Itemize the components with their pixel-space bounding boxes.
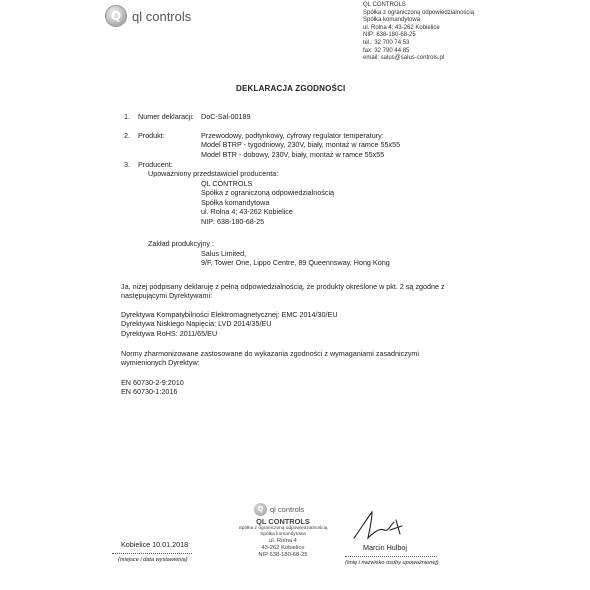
signer-name: Marcin Hulboj: [363, 543, 407, 552]
place-date: Kobielice 10.01.2018: [121, 540, 189, 549]
header-line: NIP: 638-180-68-25: [363, 32, 416, 39]
standard-line: EN 60730-2-9:2010: [121, 378, 184, 387]
item3-label: Producent:: [138, 160, 173, 169]
directive-line: Dyrektywa Kompatybilności Elektromagnetycznej: EMC 2014/30/EU: [121, 310, 338, 319]
header-line: email: salus@salus-controls.pl: [363, 55, 445, 62]
signer-caption: (imię i nazwisko osoby upoważnionej): [345, 560, 439, 566]
representative-line: NIP: 638-180-68-25: [201, 216, 265, 226]
stamp-line: Spółka komandytowa: [260, 532, 306, 537]
plant-label: Zakład produkcyjny :: [148, 239, 214, 248]
item2-label: Produkt:: [138, 131, 165, 140]
header-line: Spółka komandytowa: [363, 17, 421, 24]
stamp-brand: ql controls: [270, 505, 305, 514]
header-line: fax: 32 790 44 85: [363, 47, 410, 54]
plant-address: [201, 249, 390, 268]
representative-line: ul. Rolna 4; 43-262 Kobielice: [201, 207, 293, 217]
signature-graphic: [350, 508, 410, 542]
norms-paragraph: [121, 349, 419, 368]
place-date-line: [112, 553, 192, 554]
item2-number: 2.: [124, 131, 130, 140]
item1-number: 1.: [124, 112, 130, 121]
header-line: Spółka z ograniczoną odpowiedzialnością: [363, 9, 475, 16]
stamp-line: QL CONTROLS: [256, 517, 310, 526]
logo-brand-text: ql controls: [132, 9, 192, 24]
plant-line: 9/F, Tower One, Lippo Centre, 89 Queennsway, Hong Kong: [201, 258, 390, 268]
product-description: [201, 131, 400, 159]
product-line: Model BTR - dobowy, 230V, biały, montaż w ramce 55x55: [201, 149, 385, 159]
stamp-line: 43-262 Kobielice: [261, 545, 305, 551]
stamp-line: NIP 638-180-68-25: [258, 552, 308, 558]
standard-line: EN 60730-1:2016: [121, 387, 178, 397]
header-line: ul. Rolna 4; 43-262 Kobielice: [363, 24, 440, 31]
header-company-info: [363, 2, 474, 63]
directive-line: Dyrektywa Niskiego Napięcia: LVD 2014/35/EU: [121, 319, 272, 329]
norms-line: Normy zharmonizowane zastosowane do wykazania zgodności z wymaganiami zasadniczymi: [121, 349, 420, 358]
declaration-line: następującymi Dyrektywami:: [121, 291, 213, 301]
logo-mark: Q: [110, 9, 122, 23]
representative-line: QL CONTROLS: [201, 179, 253, 188]
stamp-logo-icon: Q: [254, 503, 267, 516]
representative-label: Upoważniony przedstawiciel producenta:: [148, 169, 279, 178]
company-logo-icon: [105, 5, 127, 27]
signature-line: [345, 556, 437, 557]
stamp-line: ul. Rolna 4: [269, 538, 297, 544]
declaration-paragraph: [121, 282, 445, 301]
directive-line: Dyrektywa RoHS: 2011/65/EU: [121, 328, 218, 338]
representative-line: Spółka z ograniczoną odpowiedzialnością: [201, 188, 335, 198]
norms-line: wymienionych Dyrektyw:: [121, 358, 200, 368]
stamp-line: Spółka z ograniczoną odpowiedzialnością: [238, 526, 328, 531]
representative-address: [201, 179, 334, 226]
place-date-caption: (miejsce i data wystawienia): [118, 557, 188, 563]
product-line: Model BTRP - tygodniowy, 230V, biały, montaż w ramce 55x55: [201, 140, 401, 150]
representative-line: Spółka komandytowa: [201, 197, 270, 207]
item1-label: Numer deklaracji:: [138, 112, 194, 121]
item1-value: DoC-Sal-00189: [201, 112, 251, 121]
document-title: DEKLARACJA ZGODNOŚCI: [236, 84, 346, 93]
declaration-line: Ja, niżej podpisany deklaruję z pełną odpowiedzialnością, że produkty określone w pkt. 2 są zgodne z: [121, 282, 445, 291]
item3-number: 3.: [124, 160, 130, 169]
directives-list: [121, 310, 338, 338]
product-line: Przewodowy, podtynkowy, cyfrowy regulator temperatury:: [201, 131, 384, 140]
header-line: tel.: 32 700 74 53: [363, 39, 410, 46]
header-line: QL CONTROLS: [363, 2, 406, 8]
plant-line: Salus Limited,: [201, 249, 247, 258]
standards-list: [121, 378, 184, 397]
company-stamp: [232, 503, 334, 559]
